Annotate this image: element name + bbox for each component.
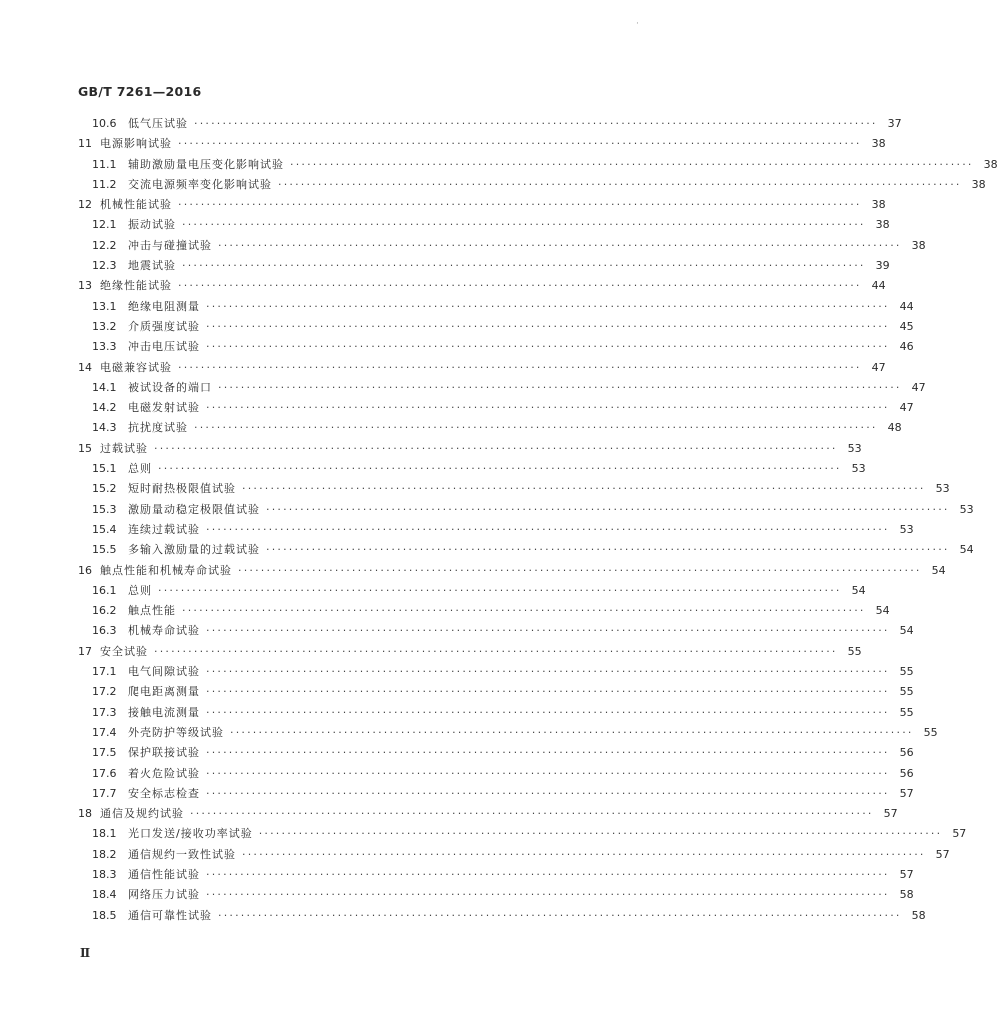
toc-entry-title: 光口发送/接收功率试验	[128, 827, 253, 841]
toc-entry[interactable]	[78, 906, 926, 926]
toc-leader-dots: ························································································································	[206, 401, 890, 415]
toc-entry-page: 55	[899, 665, 914, 679]
toc-entry-number: 15.4	[92, 522, 117, 536]
toc-entry-title: 爬电距离测量	[128, 685, 200, 699]
toc-leader-dots: ························································································································	[266, 502, 950, 516]
toc-entry-title: 电磁发射试验	[128, 401, 200, 415]
toc-entry-number: 16.3	[92, 624, 117, 638]
toc-entry[interactable]	[78, 540, 974, 560]
toc-entry-number: 13	[78, 279, 92, 293]
toc-entry-page: 57	[899, 786, 914, 800]
toc-entry-title: 辅助激励量电压变化影响试验	[128, 157, 284, 171]
toc-entry-page: 54	[931, 563, 946, 577]
toc-entry-title: 电磁兼容试验	[100, 360, 172, 374]
toc-leader-dots: ························································································································	[154, 644, 838, 658]
toc-entry-page: 55	[899, 705, 914, 719]
toc-entry[interactable]	[78, 114, 902, 134]
toc-entry-title: 电源影响试验	[100, 137, 172, 151]
toc-leader-dots: ························································································································	[178, 198, 862, 212]
toc-leader-dots: ························································································································	[178, 137, 862, 151]
toc-leader-dots: ························································································································	[182, 259, 866, 273]
toc-leader-dots: ························································································································	[218, 238, 902, 252]
toc-leader-dots: ························································································································	[178, 279, 862, 293]
toc-entry-number: 17.6	[92, 766, 117, 780]
toc-entry-title: 绝缘性能试验	[100, 279, 172, 293]
toc-entry-number: 18.2	[92, 847, 117, 861]
toc-leader-dots: ························································································································	[206, 766, 890, 780]
toc-entry-page: 47	[871, 360, 886, 374]
toc-leader-dots: ························································································································	[194, 117, 878, 130]
toc-entry-number: 15.5	[92, 543, 117, 557]
toc-entry[interactable]	[78, 743, 914, 763]
toc-leader-dots: ························································································································	[194, 421, 878, 435]
toc-leader-dots: ························································································································	[206, 746, 890, 760]
toc-entry-number: 18.4	[92, 888, 117, 902]
toc-entry-page: 54	[959, 543, 974, 557]
toc-entry-title: 外壳防护等级试验	[128, 725, 224, 739]
toc-leader-dots: ························································································································	[206, 786, 890, 800]
toc-leader-dots: ························································································································	[206, 888, 890, 902]
toc-entry[interactable]	[78, 479, 950, 499]
toc-entry[interactable]	[78, 459, 866, 479]
toc-entry-page: 47	[899, 401, 914, 415]
toc-entry-number: 11.2	[92, 177, 117, 191]
toc-entry-title: 触点性能和机械寿命试验	[100, 563, 232, 577]
toc-entry[interactable]	[78, 398, 914, 418]
toc-entry-number: 14.2	[92, 401, 117, 415]
toc-entry-page: 39	[875, 259, 890, 273]
toc-entry-number: 17.3	[92, 705, 117, 719]
toc-entry-number: 16.1	[92, 583, 117, 597]
toc-leader-dots: ························································································································	[182, 218, 866, 232]
toc-entry[interactable]	[78, 500, 974, 520]
toc-leader-dots: ························································································································	[242, 482, 926, 496]
toc-entry-number: 12.3	[92, 259, 117, 273]
toc-entry-title: 网络压力试验	[128, 888, 200, 902]
toc-entry-title: 抗扰度试验	[128, 421, 188, 435]
toc-entry-title: 通信性能试验	[128, 867, 200, 881]
toc-entry-page: 44	[871, 279, 886, 293]
toc-leader-dots: ························································································································	[206, 705, 890, 719]
toc-entry-number: 11.1	[92, 157, 117, 171]
toc-leader-dots: ························································································································	[278, 177, 962, 191]
toc-entry-title: 通信规约一致性试验	[128, 847, 236, 861]
toc-entry-page: 53	[851, 462, 866, 476]
toc-entry-number: 17.2	[92, 685, 117, 699]
toc-entry-title: 接触电流测量	[128, 705, 200, 719]
toc-entry-page: 58	[899, 888, 914, 902]
toc-entry-page: 56	[899, 746, 914, 760]
toc-leader-dots: ························································································································	[218, 380, 902, 394]
toc-entry-page: 55	[847, 644, 862, 658]
toc-entry-number: 11	[78, 137, 92, 151]
toc-leader-dots: ························································································································	[178, 360, 862, 374]
toc-entry-page: 58	[911, 908, 926, 922]
toc-entry[interactable]	[78, 581, 866, 601]
toc-entry-number: 17.4	[92, 725, 117, 739]
toc-leader-dots: ························································································································	[206, 319, 890, 333]
toc-entry-page: 56	[899, 766, 914, 780]
toc-entry[interactable]	[78, 865, 914, 885]
toc-entry-title: 安全标志检查	[128, 786, 200, 800]
toc-entry-page: 38	[983, 157, 998, 171]
toc-entry[interactable]	[78, 175, 986, 195]
toc-entry-number: 14.3	[92, 421, 117, 435]
toc-entry[interactable]	[78, 784, 914, 804]
toc-entry[interactable]	[78, 439, 862, 459]
toc-entry-page: 38	[875, 218, 890, 232]
toc-entry-number: 17.1	[92, 665, 117, 679]
toc-entry-title: 绝缘电阻测量	[128, 299, 200, 313]
toc-entry[interactable]	[78, 297, 914, 317]
toc-entry[interactable]	[78, 418, 902, 438]
toc-entry[interactable]	[78, 358, 886, 378]
toc-entry-title: 总则	[128, 462, 152, 476]
toc-entry-number: 13.1	[92, 299, 117, 313]
toc-leader-dots: ························································································································	[266, 543, 950, 557]
toc-entry[interactable]	[78, 256, 890, 276]
toc-entry-number: 18.3	[92, 867, 117, 881]
toc-leader-dots: ························································································································	[206, 867, 890, 881]
toc-entry[interactable]	[78, 520, 914, 540]
toc-entry-page: 53	[899, 522, 914, 536]
toc-entry-title: 振动试验	[128, 218, 176, 232]
toc-entry-page: 38	[871, 198, 886, 212]
toc-entry-page: 53	[935, 482, 950, 496]
toc-entry-title: 介质强度试验	[128, 319, 200, 333]
toc-entry-title: 安全试验	[100, 644, 148, 658]
toc-entry-number: 17.7	[92, 786, 117, 800]
toc-entry[interactable]	[78, 276, 886, 296]
toc-entry-title: 通信及规约试验	[100, 807, 184, 821]
toc-entry-title: 冲击电压试验	[128, 340, 200, 354]
toc-entry-number: 15.3	[92, 502, 117, 516]
toc-entry[interactable]	[78, 804, 898, 824]
toc-entry-page: 38	[971, 177, 986, 191]
toc-entry-page: 46	[899, 340, 914, 354]
toc-entry-page: 37	[887, 117, 902, 130]
toc-leader-dots: ························································································································	[158, 583, 842, 597]
toc-entry[interactable]	[78, 885, 914, 905]
toc-entry-number: 15	[78, 441, 92, 455]
toc-entry-number: 12.2	[92, 238, 117, 252]
toc-entry[interactable]	[78, 723, 938, 743]
toc-entry-number: 10.6	[92, 117, 117, 130]
toc-entry-title: 地震试验	[128, 259, 176, 273]
toc-leader-dots: ························································································································	[230, 725, 914, 739]
toc-entry-page: 38	[911, 238, 926, 252]
toc-leader-dots: ························································································································	[206, 685, 890, 699]
toc-entry-number: 18.1	[92, 827, 117, 841]
toc-entry-title: 短时耐热极限值试验	[128, 482, 236, 496]
toc-entry-page: 45	[899, 319, 914, 333]
toc-entry-number: 15.1	[92, 462, 117, 476]
toc-entry-page: 57	[899, 867, 914, 881]
toc-entry-page: 53	[959, 502, 974, 516]
toc-leader-dots: ························································································································	[206, 299, 890, 313]
toc-entry[interactable]	[78, 378, 926, 398]
toc-entry-number: 13.3	[92, 340, 117, 354]
toc-entry-title: 激励量动稳定极限值试验	[128, 502, 260, 516]
toc-entry-page: 57	[935, 847, 950, 861]
toc-entry[interactable]	[78, 845, 950, 865]
toc-leader-dots: ························································································································	[206, 665, 890, 679]
toc-entry-title: 连续过载试验	[128, 522, 200, 536]
toc-leader-dots: ························································································································	[182, 604, 866, 618]
toc-entry[interactable]	[78, 682, 914, 702]
toc-entry-title: 冲击与碰撞试验	[128, 238, 212, 252]
toc-entry[interactable]	[78, 337, 914, 357]
toc-entry-page: 54	[875, 604, 890, 618]
toc-leader-dots: ························································································································	[206, 340, 890, 354]
toc-entry-number: 16.2	[92, 604, 117, 618]
toc-entry[interactable]	[78, 764, 914, 784]
toc-entry-title: 过载试验	[100, 441, 148, 455]
toc-entry-number: 17.5	[92, 746, 117, 760]
toc-leader-dots: ························································································································	[206, 522, 890, 536]
toc-entry-page: 57	[883, 807, 898, 821]
table-of-contents	[78, 114, 998, 926]
toc-entry[interactable]	[78, 601, 890, 621]
toc-entry-page: 55	[923, 725, 938, 739]
toc-entry-title: 机械性能试验	[100, 198, 172, 212]
toc-entry-page: 38	[871, 137, 886, 151]
toc-entry-title: 通信可靠性试验	[128, 908, 212, 922]
toc-entry-title: 电气间隙试验	[128, 665, 200, 679]
toc-entry-number: 18.5	[92, 908, 117, 922]
toc-leader-dots: ························································································································	[238, 563, 922, 577]
toc-entry[interactable]	[78, 215, 890, 235]
toc-entry-title: 保护联接试验	[128, 746, 200, 760]
toc-entry-number: 13.2	[92, 319, 117, 333]
toc-entry-number: 12	[78, 198, 92, 212]
toc-entry-title: 机械寿命试验	[128, 624, 200, 638]
toc-entry-page: 48	[887, 421, 902, 435]
toc-entry-page: 57	[952, 827, 967, 841]
toc-entry-page: 44	[899, 299, 914, 313]
corner-mark: ·	[636, 19, 639, 29]
toc-entry[interactable]	[78, 621, 914, 641]
toc-entry[interactable]	[78, 195, 886, 215]
toc-entry-title: 被试设备的端口	[128, 380, 212, 394]
toc-entry[interactable]	[78, 236, 926, 256]
toc-entry-number: 14	[78, 360, 92, 374]
toc-entry[interactable]	[78, 155, 998, 175]
toc-entry[interactable]	[78, 561, 946, 581]
page-header: GB/T 7261—2016	[78, 84, 202, 99]
toc-entry[interactable]	[78, 642, 862, 662]
toc-entry[interactable]	[78, 317, 914, 337]
toc-leader-dots: ························································································································	[158, 462, 842, 476]
toc-entry[interactable]	[78, 134, 886, 154]
toc-entry-number: 14.1	[92, 380, 117, 394]
toc-entry-page: 55	[899, 685, 914, 699]
page-number: Ⅱ	[80, 946, 91, 960]
toc-entry-title: 多输入激励量的过载试验	[128, 543, 260, 557]
toc-entry-page: 47	[911, 380, 926, 394]
toc-leader-dots: ························································································································	[218, 908, 902, 922]
toc-entry-number: 18	[78, 807, 92, 821]
toc-leader-dots: ························································································································	[206, 624, 890, 638]
toc-entry-page: 54	[851, 583, 866, 597]
toc-entry-number: 12.1	[92, 218, 117, 232]
toc-entry-title: 着火危险试验	[128, 766, 200, 780]
toc-entry-number: 16	[78, 563, 92, 577]
toc-entry-page: 54	[899, 624, 914, 638]
toc-entry-title: 交流电源频率变化影响试验	[128, 177, 272, 191]
toc-entry[interactable]	[78, 824, 967, 844]
toc-entry-number: 17	[78, 644, 92, 658]
toc-leader-dots: ························································································································	[154, 441, 838, 455]
toc-leader-dots: ························································································································	[242, 847, 926, 861]
toc-entry-title: 低气压试验	[128, 117, 188, 130]
toc-entry[interactable]	[78, 703, 914, 723]
toc-leader-dots: ························································································································	[258, 827, 943, 841]
toc-leader-dots: ························································································································	[190, 807, 874, 821]
toc-leader-dots: ························································································································	[290, 157, 974, 171]
toc-entry[interactable]	[78, 662, 914, 682]
toc-entry-title: 触点性能	[128, 604, 176, 618]
toc-entry-page: 53	[847, 441, 862, 455]
toc-entry-title: 总则	[128, 583, 152, 597]
toc-entry-number: 15.2	[92, 482, 117, 496]
